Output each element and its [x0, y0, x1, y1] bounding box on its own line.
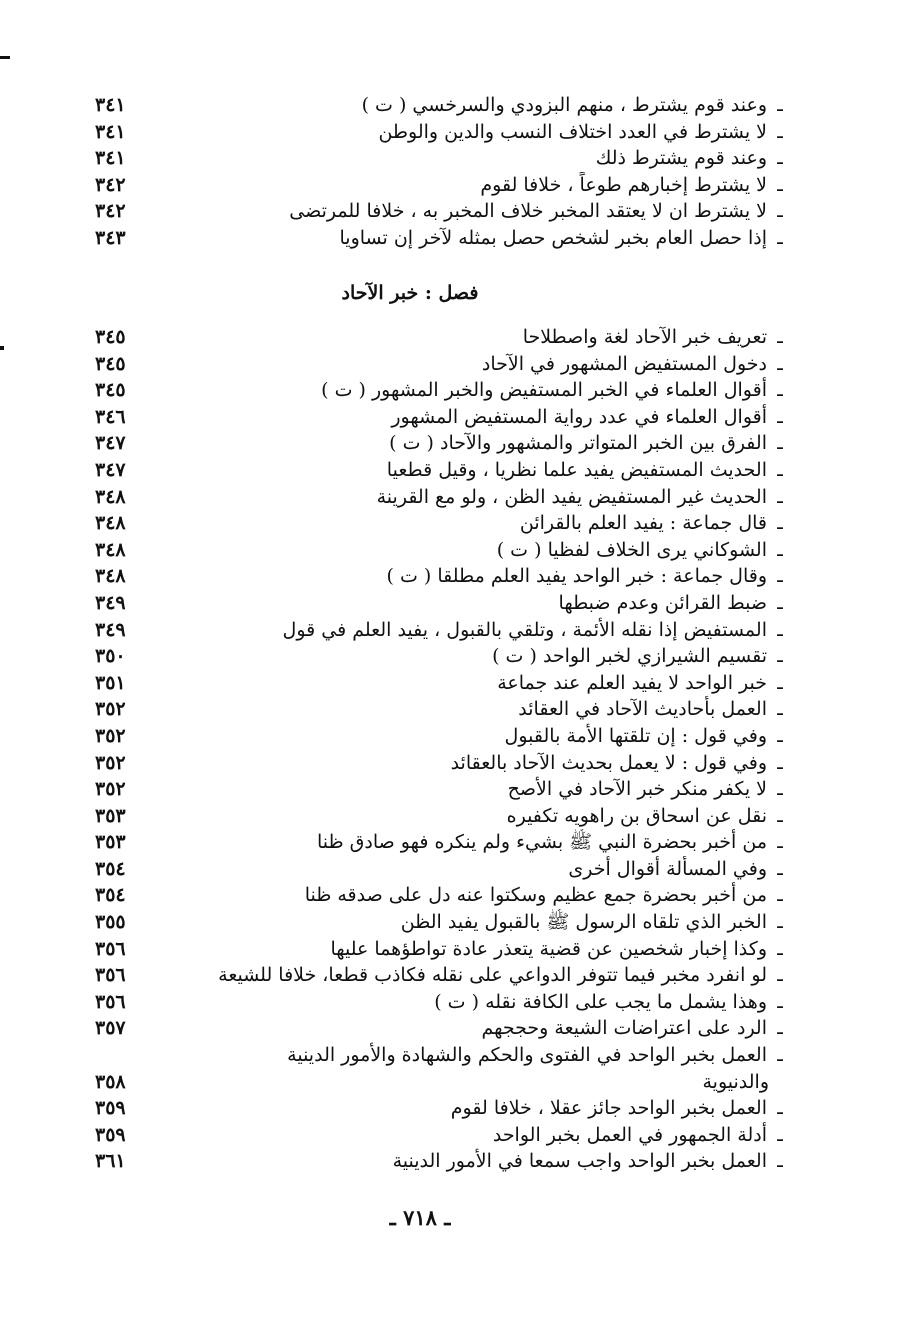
entry-dash: ـ [777, 937, 783, 960]
index-entry [95, 962, 795, 989]
entry-title [175, 225, 795, 251]
entry-title [175, 563, 795, 589]
entry-dash: ـ [777, 1123, 783, 1146]
entry-title [175, 776, 795, 802]
entry-title [175, 1148, 795, 1174]
entry-page-number: ٣٤٥ [95, 352, 126, 375]
entry-title [175, 404, 795, 430]
entry-title [175, 856, 795, 882]
entry-page-number: ٣٥٣ [95, 804, 126, 827]
index-entry [95, 1042, 795, 1069]
entry-dash: ـ [777, 591, 783, 614]
entry-text: الحديث غير المستفيض يفيد الظن ، ولو مع القرينة [376, 485, 767, 508]
entry-title [175, 1095, 795, 1121]
index-entry [95, 92, 795, 119]
entry-text: وعند قوم يشترط ذلك [595, 147, 767, 170]
entry-page-number: ٣٥١ [95, 671, 126, 694]
index-entry [95, 377, 795, 404]
entry-title [175, 829, 795, 855]
index-entry [95, 590, 795, 617]
entry-text: الخبر الذي تلقاه الرسول ﷺ بالقبول يفيد الظن [400, 911, 767, 934]
entry-dash: ـ [777, 857, 783, 880]
entry-dash: ـ [777, 379, 783, 402]
entry-title [175, 590, 795, 616]
entry-text: العمل بأحاديث الآحاد في العقائد [518, 698, 767, 721]
entry-dash: ـ [777, 990, 783, 1013]
entry-text: العمل بخبر الواحد واجب سمعا في الأمور الدينية [392, 1150, 767, 1173]
entry-title [175, 172, 795, 198]
entry-page-number: ٣٥٦ [95, 964, 126, 987]
entry-title [175, 537, 795, 563]
entry-text: وعند قوم يشترط ، منهم البزودي والسرخسي ( ت ) [361, 94, 767, 116]
index-entry [95, 537, 795, 564]
entry-text: الحديث المستفيض يفيد علما نظريا ، وقيل قطعيا [386, 458, 767, 481]
index-entry [95, 225, 795, 252]
entry-dash: ـ [777, 645, 783, 668]
entry-dash: ـ [777, 778, 783, 801]
entry-title [175, 696, 795, 722]
entry-dash: ـ [777, 352, 783, 375]
entry-title [175, 1042, 795, 1068]
entry-page-number: ٣٤٨ [95, 565, 126, 588]
entry-dash: ـ [777, 1150, 783, 1173]
index-entry [95, 324, 795, 351]
entry-text: أقوال العلماء في عدد رواية المستفيض المشهور [391, 405, 767, 428]
entry-title [175, 377, 795, 403]
entry-page-number: ٣٥٤ [95, 884, 126, 907]
entry-title [175, 351, 795, 377]
scan-edge-mark [0, 56, 10, 59]
entry-page-number: ٣٥٨ [95, 1070, 126, 1093]
entry-title [175, 1122, 795, 1148]
index-section-khabar-ahad [95, 324, 795, 1175]
entry-text: نقل عن اسحاق بن راهويه تكفيره [506, 804, 767, 827]
entry-title [175, 92, 795, 118]
entry-dash: ـ [777, 94, 783, 116]
entry-dash: ـ [777, 751, 783, 774]
index-entry [95, 198, 795, 225]
entry-text: لا يشترط ان لا يعتقد المخبر خلاف المخبر به ، خلافا للمرتضى [289, 200, 767, 223]
index-entry [95, 1095, 795, 1122]
scan-edge-dot [0, 346, 4, 350]
section-heading: فصل : خبر الآحاد [341, 282, 479, 304]
entry-text: خبر الواحد لا يفيد العلم عند جماعة [497, 671, 767, 694]
entry-dash: ـ [777, 964, 783, 987]
entry-page-number: ٣٥٥ [95, 911, 126, 934]
entry-page-number: ٣٤٩ [95, 618, 126, 641]
entry-title [175, 643, 795, 669]
entry-title [175, 803, 795, 829]
entry-title [175, 457, 795, 483]
entry-dash: ـ [777, 618, 783, 641]
entry-text: وهذا يشمل ما يجب على الكافة نقله ( ت ) [434, 990, 767, 1013]
entry-page-number: ٣٥٢ [95, 778, 126, 801]
entry-page-number: ٣٤٧ [95, 458, 126, 481]
index-entry [95, 989, 795, 1016]
entry-title [175, 145, 795, 171]
entry-dash: ـ [777, 485, 783, 508]
index-entry [95, 510, 795, 537]
entry-text: أدلة الجمهور في العمل بخبر الواحد [492, 1123, 767, 1146]
entry-title [175, 909, 795, 935]
entry-title [175, 882, 795, 908]
entry-text: أقوال العلماء في الخبر المستفيض والخبر المشهور ( ت ) [321, 379, 767, 402]
entry-page-number: ٣٤٣ [95, 226, 126, 249]
entry-page-number: ٣٥٢ [95, 724, 126, 747]
entry-page-number: ٣٤٨ [95, 485, 126, 508]
entry-dash: ـ [777, 432, 783, 455]
entry-page-number: ٣٤٥ [95, 326, 126, 348]
entry-dash: ـ [777, 698, 783, 721]
entry-text: من أخبر بحضرة النبي ﷺ بشيء ولم ينكره فهو صادق ظنا [316, 831, 767, 854]
entry-dash: ـ [777, 911, 783, 934]
entry-title [175, 119, 795, 145]
entry-page-number: ٣٥٠ [95, 645, 126, 668]
index-entry [95, 145, 795, 172]
entry-page-number: ٣٤١ [95, 147, 126, 170]
entry-text: العمل بخبر الواحد في الفتوى والحكم والشهادة والأمور الدينية [287, 1044, 767, 1067]
index-entry [95, 803, 795, 830]
entry-title [175, 510, 795, 536]
index-section-continued [95, 92, 795, 252]
entry-text: الفرق بين الخبر المتواتر والمشهور والآحاد ( ت ) [389, 432, 767, 455]
entry-dash: ـ [777, 173, 783, 196]
entry-dash: ـ [777, 512, 783, 535]
entry-dash: ـ [777, 1097, 783, 1120]
entry-text: تعريف خبر الآحاد لغة واصطلاحا [522, 326, 767, 348]
entry-title [175, 430, 795, 456]
entry-title [175, 962, 795, 988]
entry-title [175, 723, 795, 749]
index-entry [95, 750, 795, 777]
index-entry [95, 909, 795, 936]
index-entry [95, 351, 795, 378]
entry-dash: ـ [777, 565, 783, 588]
page-number: ـ ٧١٨ ـ [389, 1205, 451, 1230]
entry-dash: ـ [777, 147, 783, 170]
entry-dash: ـ [777, 405, 783, 428]
index-entry [95, 1069, 795, 1096]
index-entry [95, 936, 795, 963]
index-entry [95, 404, 795, 431]
entry-text: دخول المستفيض المشهور في الآحاد [481, 352, 767, 375]
entry-title [175, 484, 795, 510]
entry-page-number: ٣٤٩ [95, 591, 126, 614]
entry-page-number: ٣٤٢ [95, 200, 126, 223]
entry-text: من أخبر بحضرة جمع عظيم وسكتوا عنه دل على صدقه ظنا [304, 884, 767, 907]
entry-title [175, 617, 795, 643]
index-entry [95, 1148, 795, 1175]
entry-page-number: ٣٤٨ [95, 538, 126, 561]
entry-text: الشوكاني يرى الخلاف لفظيا ( ت ) [496, 538, 767, 561]
entry-text: وفي المسألة أقوال أخرى [568, 857, 767, 880]
index-entry [95, 1122, 795, 1149]
entry-title [175, 936, 795, 962]
entry-dash: ـ [777, 724, 783, 747]
entry-dash: ـ [777, 831, 783, 854]
entry-text: لا يشترط في العدد اختلاف النسب والدين والوطن [378, 120, 767, 143]
index-entry [95, 484, 795, 511]
index-entry [95, 119, 795, 146]
entry-text: العمل بخبر الواحد جائز عقلا ، خلافا لقوم [450, 1097, 767, 1120]
index-entry [95, 670, 795, 697]
entry-page-number: ٣٥٣ [95, 831, 126, 854]
entry-text: الرد على اعتراضات الشيعة وحججهم [481, 1017, 767, 1040]
entry-page-number: ٣٥٤ [95, 857, 126, 880]
entry-text: والدنيوية [702, 1070, 769, 1093]
entry-text: وفي قول : لا يعمل بحديث الآحاد بالعقائد [450, 751, 767, 774]
entry-title [175, 750, 795, 776]
entry-text: وكذا إخبار شخصين عن قضية يتعذر عادة تواطؤهما عليها [330, 937, 767, 960]
entry-dash: ـ [777, 1017, 783, 1040]
entry-dash: ـ [777, 804, 783, 827]
entry-dash: ـ [777, 226, 783, 249]
entry-page-number: ٣٤٨ [95, 512, 126, 535]
entry-title [175, 324, 795, 350]
entry-text: المستفيض إذا نقله الأئمة ، وتلقي بالقبول ، يفيد العلم في قول [282, 618, 767, 641]
entry-text: وفي قول : إن تلقتها الأمة بالقبول [504, 724, 767, 747]
entry-dash: ـ [777, 884, 783, 907]
entry-page-number: ٣٤١ [95, 120, 126, 143]
index-entry [95, 696, 795, 723]
entry-text: ضبط القرائن وعدم ضبطها [558, 591, 767, 614]
entry-dash: ـ [777, 200, 783, 223]
entry-dash: ـ [777, 1044, 783, 1067]
entry-page-number: ٣٥٦ [95, 990, 126, 1013]
entry-text: لا يشترط إخبارهم طوعاً ، خلافا لقوم [480, 173, 767, 196]
index-entry [95, 776, 795, 803]
entry-text: تقسيم الشيرازي لخبر الواحد ( ت ) [492, 645, 767, 668]
index-entry [95, 643, 795, 670]
entry-page-number: ٣٤١ [95, 94, 126, 116]
entry-text: إذا حصل العام بخبر لشخص حصل بمثله لآخر إن تساويا [339, 226, 767, 249]
entry-title [175, 989, 795, 1015]
entry-dash: ـ [777, 326, 783, 348]
entry-page-number: ٣٤٥ [95, 379, 126, 402]
entry-dash: ـ [777, 120, 783, 143]
entry-text: لو انفرد مخبر فيما تتوفر الدواعي على نقله فكاذب قطعا، خلافا للشيعة [218, 964, 767, 987]
entry-page-number: ٣٥٩ [95, 1123, 126, 1146]
entry-page-number: ٣٥٩ [95, 1097, 126, 1120]
entry-page-number: ٣٥٢ [95, 698, 126, 721]
index-entry [95, 172, 795, 199]
index-entry [95, 856, 795, 883]
index-entry [95, 430, 795, 457]
entry-page-number: ٣٤٦ [95, 405, 126, 428]
index-entry [95, 829, 795, 856]
entry-dash: ـ [777, 538, 783, 561]
index-entry [95, 1015, 795, 1042]
entry-title [175, 670, 795, 696]
index-entry [95, 563, 795, 590]
entry-page-number: ٣٥٧ [95, 1017, 126, 1040]
entry-text: قال جماعة : يفيد العلم بالقرائن [519, 512, 767, 535]
entry-dash: ـ [777, 671, 783, 694]
index-entry [95, 882, 795, 909]
entry-page-number: ٣٥٦ [95, 937, 126, 960]
entry-dash: ـ [777, 458, 783, 481]
entry-title [175, 198, 795, 224]
index-entry [95, 723, 795, 750]
entry-page-number: ٣٤٧ [95, 432, 126, 455]
entry-page-number: ٣٤٢ [95, 173, 126, 196]
entry-page-number: ٣٦١ [95, 1150, 126, 1173]
entry-text: وقال جماعة : خبر الواحد يفيد العلم مطلقا ( ت ) [386, 565, 767, 588]
entry-title [175, 1015, 795, 1041]
entry-text: لا يكفر منكر خبر الآحاد في الأصح [507, 778, 767, 801]
index-entry [95, 617, 795, 644]
entry-title [175, 1069, 795, 1095]
index-entry [95, 457, 795, 484]
entry-page-number: ٣٥٢ [95, 751, 126, 774]
